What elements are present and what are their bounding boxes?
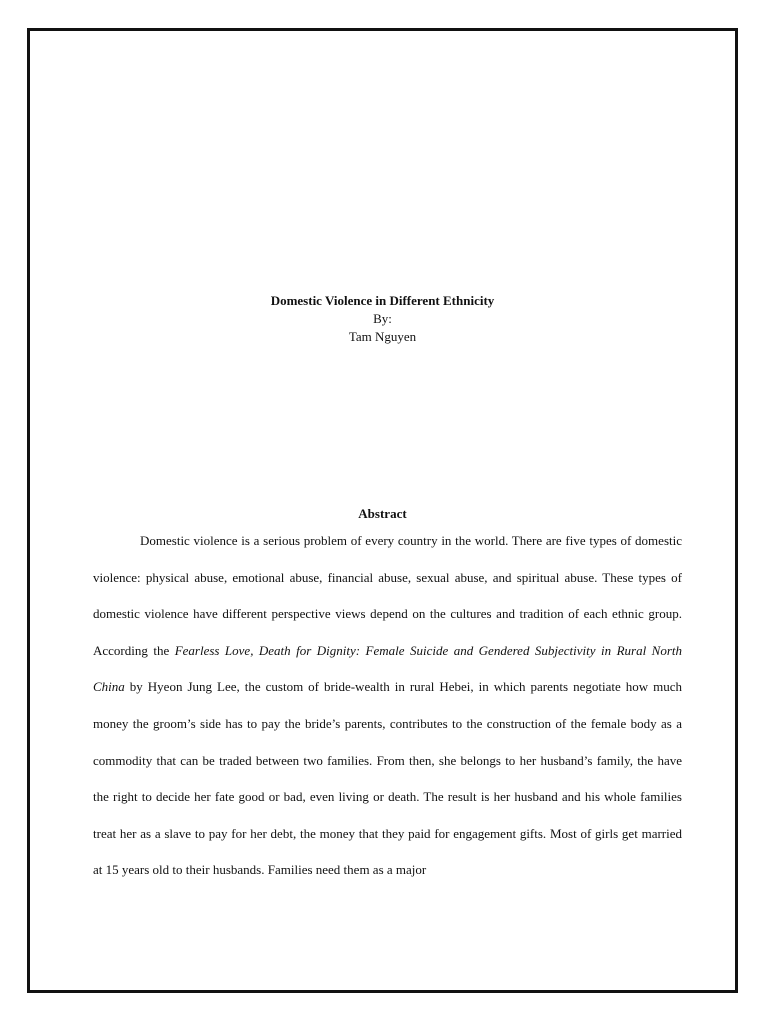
abstract-heading: Abstract	[358, 506, 407, 521]
abstract-text-part1: Domestic violence is a serious problem of every country in the world. There are five types of domestic violence: physical abuse, emotional abuse, financial abuse, sexual abuse, and spiritual abuse. These types of domestic violence have different perspective views depend on the cultures and tradition of each ethnic group. According the	[93, 533, 682, 658]
document-page	[27, 28, 738, 993]
title-block	[30, 292, 735, 346]
book-title: Fearless Love, Death for Dignity: Female Suicide and Gendered Subjectivity in Rural North China	[93, 642, 682, 695]
abstract-paragraph	[93, 523, 682, 889]
document-title: Domestic Violence in Different Ethnicity	[270, 293, 495, 308]
by-label: By:	[373, 311, 392, 326]
abstract-text-part2: by Hyeon Jung Lee, the custom of bride-wealth in rural Hebei, in which parents negotiate how much money the groom’s side has to pay the bride’s parents, contributes to the construction of the female body as a commodity that can be traded between two families. From then, she belongs to her husband’s family, the have the right to decide her fate good or bad, even living or death. The result is her husband and his whole families treat her as a slave to pay for her debt, the money that they paid for engagement gifts. Most of girls get married at 15 years old to their husbands. Families need them as a major	[93, 679, 682, 878]
author-name: Tam Nguyen	[348, 329, 417, 344]
